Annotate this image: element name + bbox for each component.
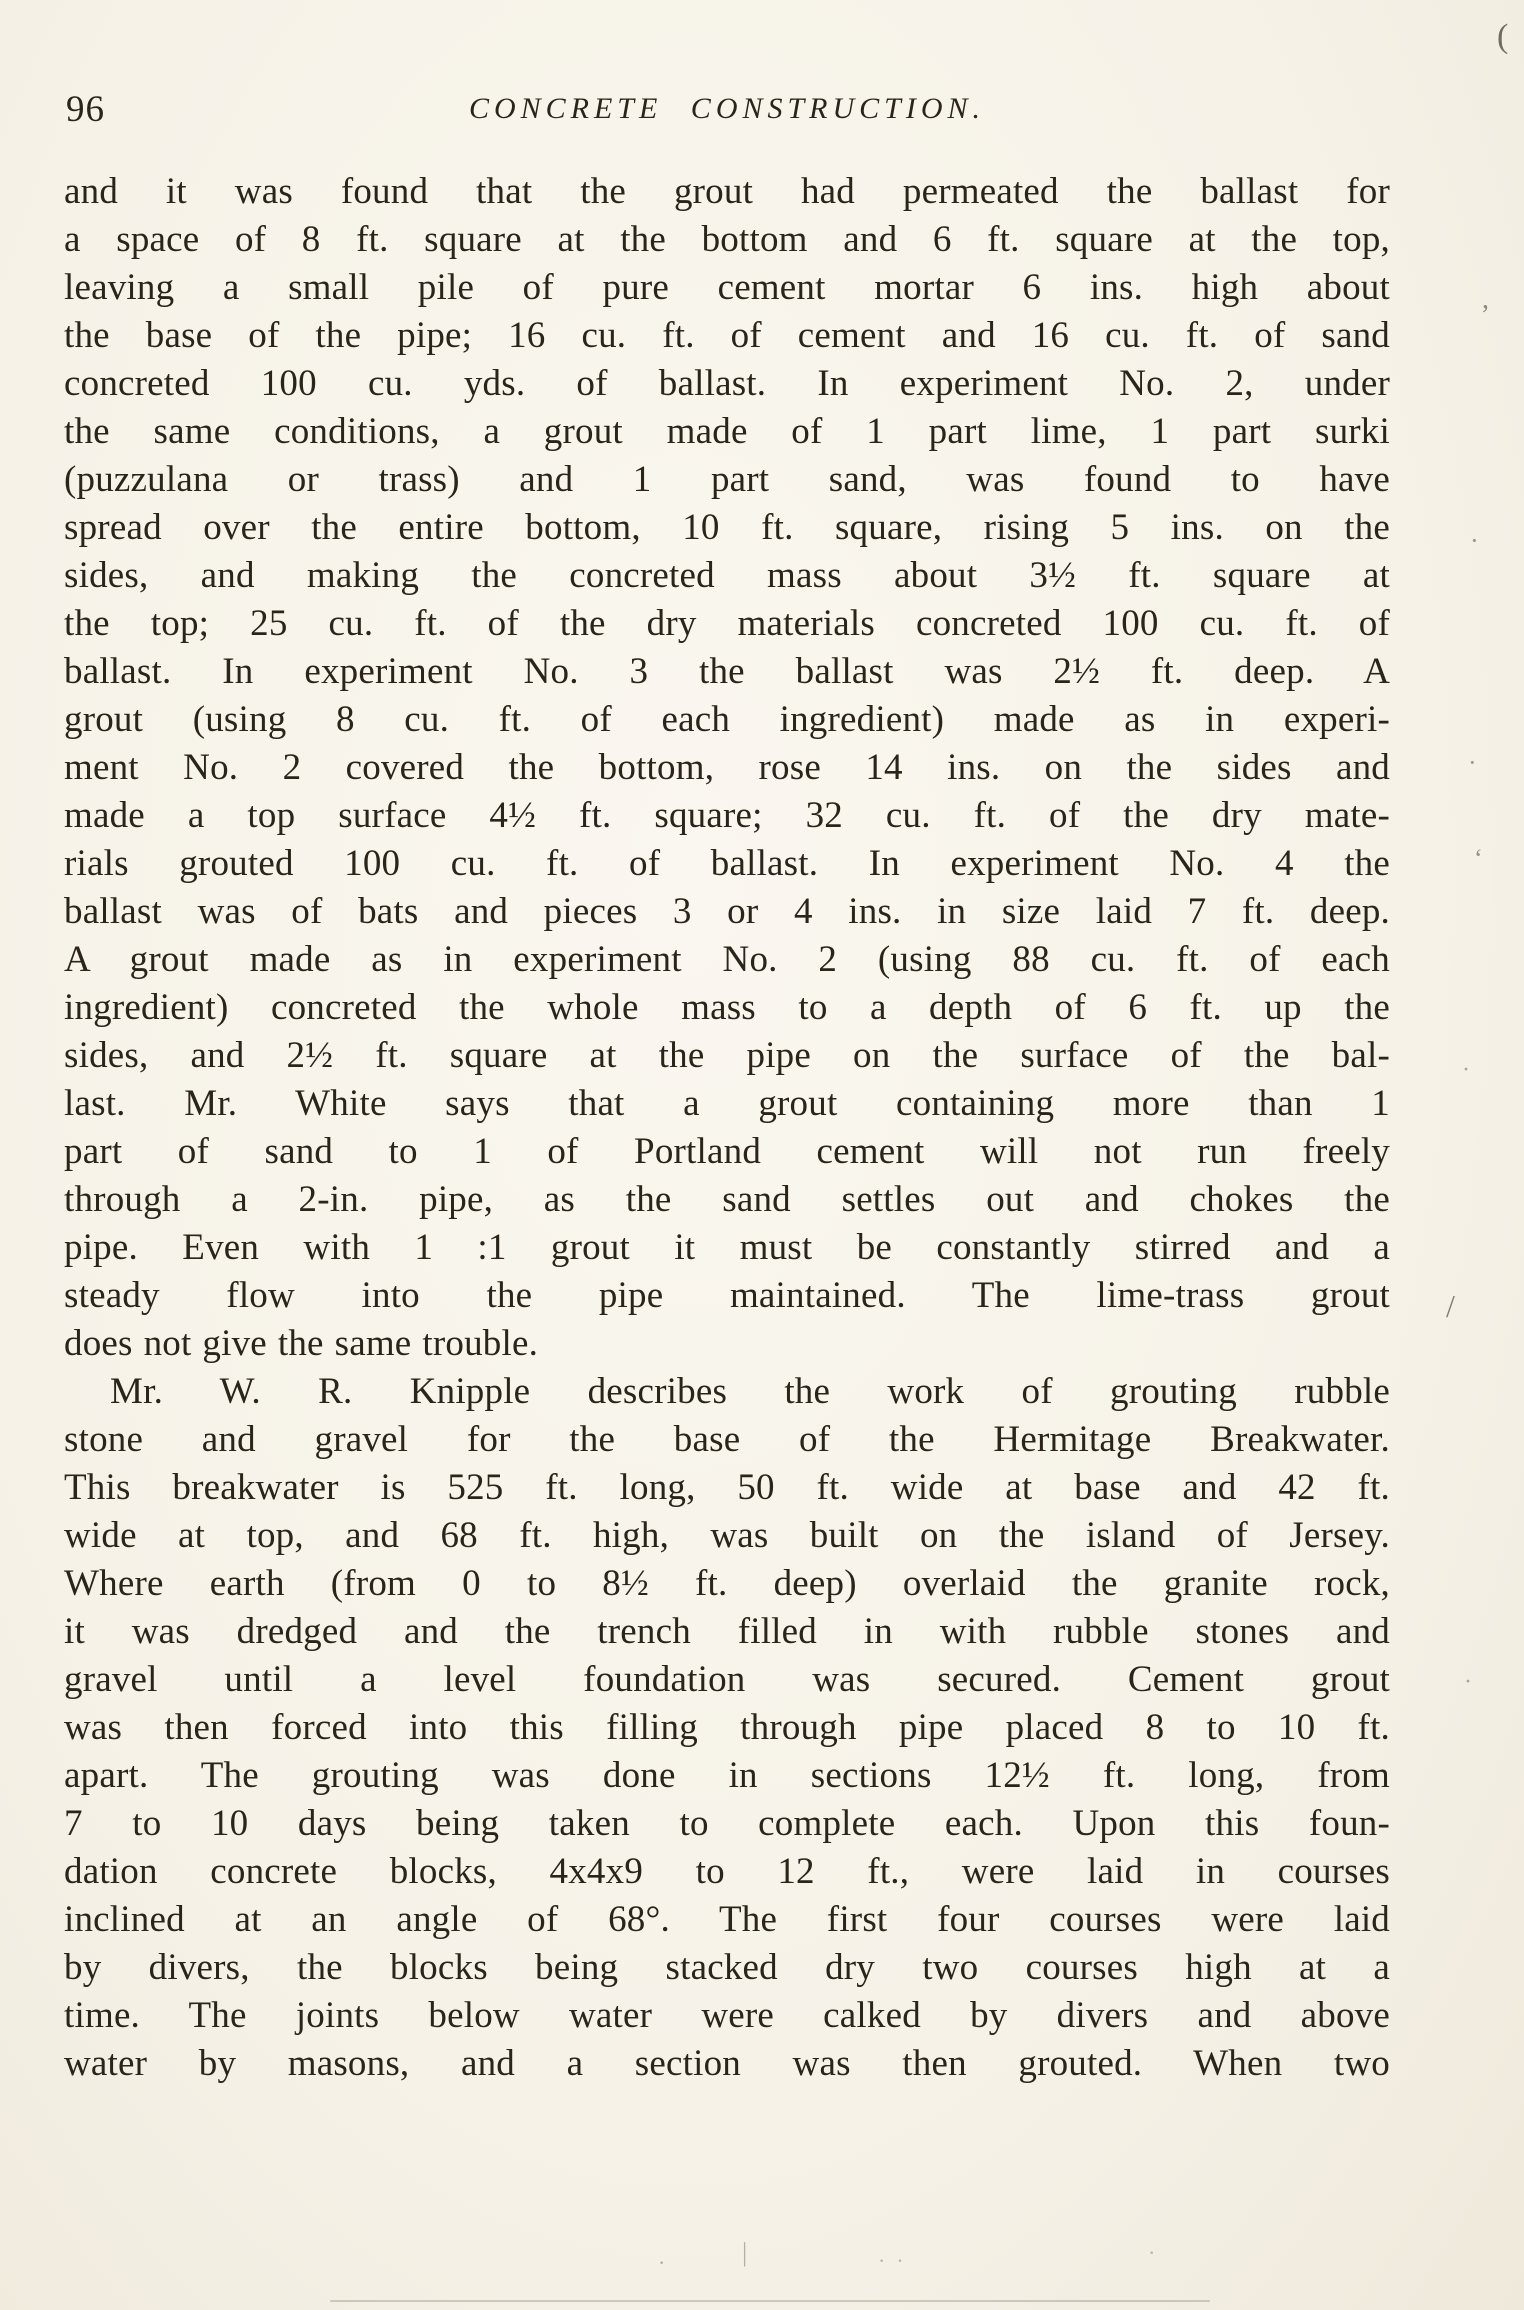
text-line: inclined at an angle of 68°. The first four courses were laid [64,1899,1390,1940]
text-line: (puzzulana or trass) and 1 part sand, was found to have [64,459,1390,500]
text-line: ballast was of bats and pieces 3 or 4 ins. in size laid 7 ft. deep. [64,891,1390,932]
running-header: CONCRETE CONSTRUCTION. [468,92,986,125]
text-line: grout (using 8 cu. ft. of each ingredient) made as in experi- [64,699,1390,740]
text-line: part of sand to 1 of Portland cement will not run freely [64,1131,1390,1172]
scan-artifact: · [1468,748,1477,777]
scan-artifact: | [742,2238,748,2267]
text-line: dation concrete blocks, 4x4x9 to 12 ft., were laid in courses [64,1851,1390,1892]
scan-artifact: ‘ [1474,844,1483,873]
text-line: gravel until a level foundation was secured. Cement grout [64,1659,1390,1700]
text-line: sides, and 2½ ft. square at the pipe on the surface of the bal- [64,1035,1390,1076]
text-line: through a 2-in. pipe, as the sand settles out and chokes the [64,1179,1390,1220]
paragraph [64,1368,1390,2088]
scan-artifact: · · [878,2248,904,2273]
text-line: sides, and making the concreted mass about 3½ ft. square at [64,555,1390,596]
text-line: last. Mr. White says that a grout containing more than 1 [64,1083,1390,1124]
scan-artifact: · [1464,1669,1472,1695]
text-line: This breakwater is 525 ft. long, 50 ft. wide at base and 42 ft. [64,1467,1390,1508]
page-number: 96 [66,89,105,130]
text-line: was then forced into this filling through pipe placed 8 to 10 ft. [64,1707,1390,1748]
text-line: it was dredged and the trench filled in with rubble stones and [64,1611,1390,1652]
text-line: the base of the pipe; 16 cu. ft. of cement and 16 cu. ft. of sand [64,315,1390,356]
text-line: apart. The grouting was done in sections 12½ ft. long, from [64,1755,1390,1796]
text-line: leaving a small pile of pure cement mortar 6 ins. high about [64,267,1390,308]
text-line: ingredient) concreted the whole mass to a depth of 6 ft. up the [64,987,1390,1028]
scan-artifact: · [1462,1057,1470,1083]
text-line: spread over the entire bottom, 10 ft. square, rising 5 ins. on the [64,507,1390,548]
text-line: time. The joints below water were calked by divers and above [64,1995,1390,2036]
text-line: steady flow into the pipe maintained. The lime-trass grout [64,1275,1390,1316]
text-line: pipe. Even with 1 :1 grout it must be constantly stirred and a [64,1227,1390,1268]
text-line: Mr. W. R. Knipple describes the work of grouting rubble [110,1371,1390,1412]
scan-artifact: / [1446,1288,1455,1324]
text-line: water by masons, and a section was then grouted. When two [64,2043,1390,2084]
page-body [64,168,1390,2088]
text-line: and it was found that the grout had permeated the ballast for [64,171,1390,212]
text-line: A grout made as in experiment No. 2 (using 88 cu. ft. of each [64,939,1390,980]
text-line: 7 to 10 days being taken to complete each. Upon this foun- [64,1803,1390,1844]
text-line: ment No. 2 covered the bottom, rose 14 ins. on the sides and [64,747,1390,788]
text-line: Where earth (from 0 to 8½ ft. deep) overlaid the granite rock, [64,1563,1390,1604]
paragraph [64,168,1390,1368]
text-line: the same conditions, a grout made of 1 part lime, 1 part surki [64,411,1390,452]
text-line: made a top surface 4½ ft. square; 32 cu. ft. of the dry mate- [64,795,1390,836]
text-line: does not give the same trouble. [64,1323,539,1364]
scan-artifact: , [1482,284,1489,315]
text-line: wide at top, and 68 ft. high, was built on the island of Jersey. [64,1515,1390,1556]
text-line: ballast. In experiment No. 3 the ballast was 2½ ft. deep. A [64,651,1390,692]
scan-edge [330,2300,1210,2302]
scan-artifact: · [1148,2240,1156,2265]
text-line: a space of 8 ft. square at the bottom and 6 ft. square at the top, [64,219,1390,260]
text-line: the top; 25 cu. ft. of the dry materials concreted 100 cu. ft. of [64,603,1390,644]
text-line: stone and gravel for the base of the Hermitage Breakwater. [64,1419,1390,1460]
text-line: by divers, the blocks being stacked dry two courses high at a [64,1947,1390,1988]
scan-artifact: · [658,2250,666,2275]
scan-artifact: · [1470,526,1479,555]
scan-artifact: ( [1497,18,1509,55]
text-line: concreted 100 cu. yds. of ballast. In experiment No. 2, under [64,363,1390,404]
text-line: rials grouted 100 cu. ft. of ballast. In experiment No. 4 the [64,843,1390,884]
